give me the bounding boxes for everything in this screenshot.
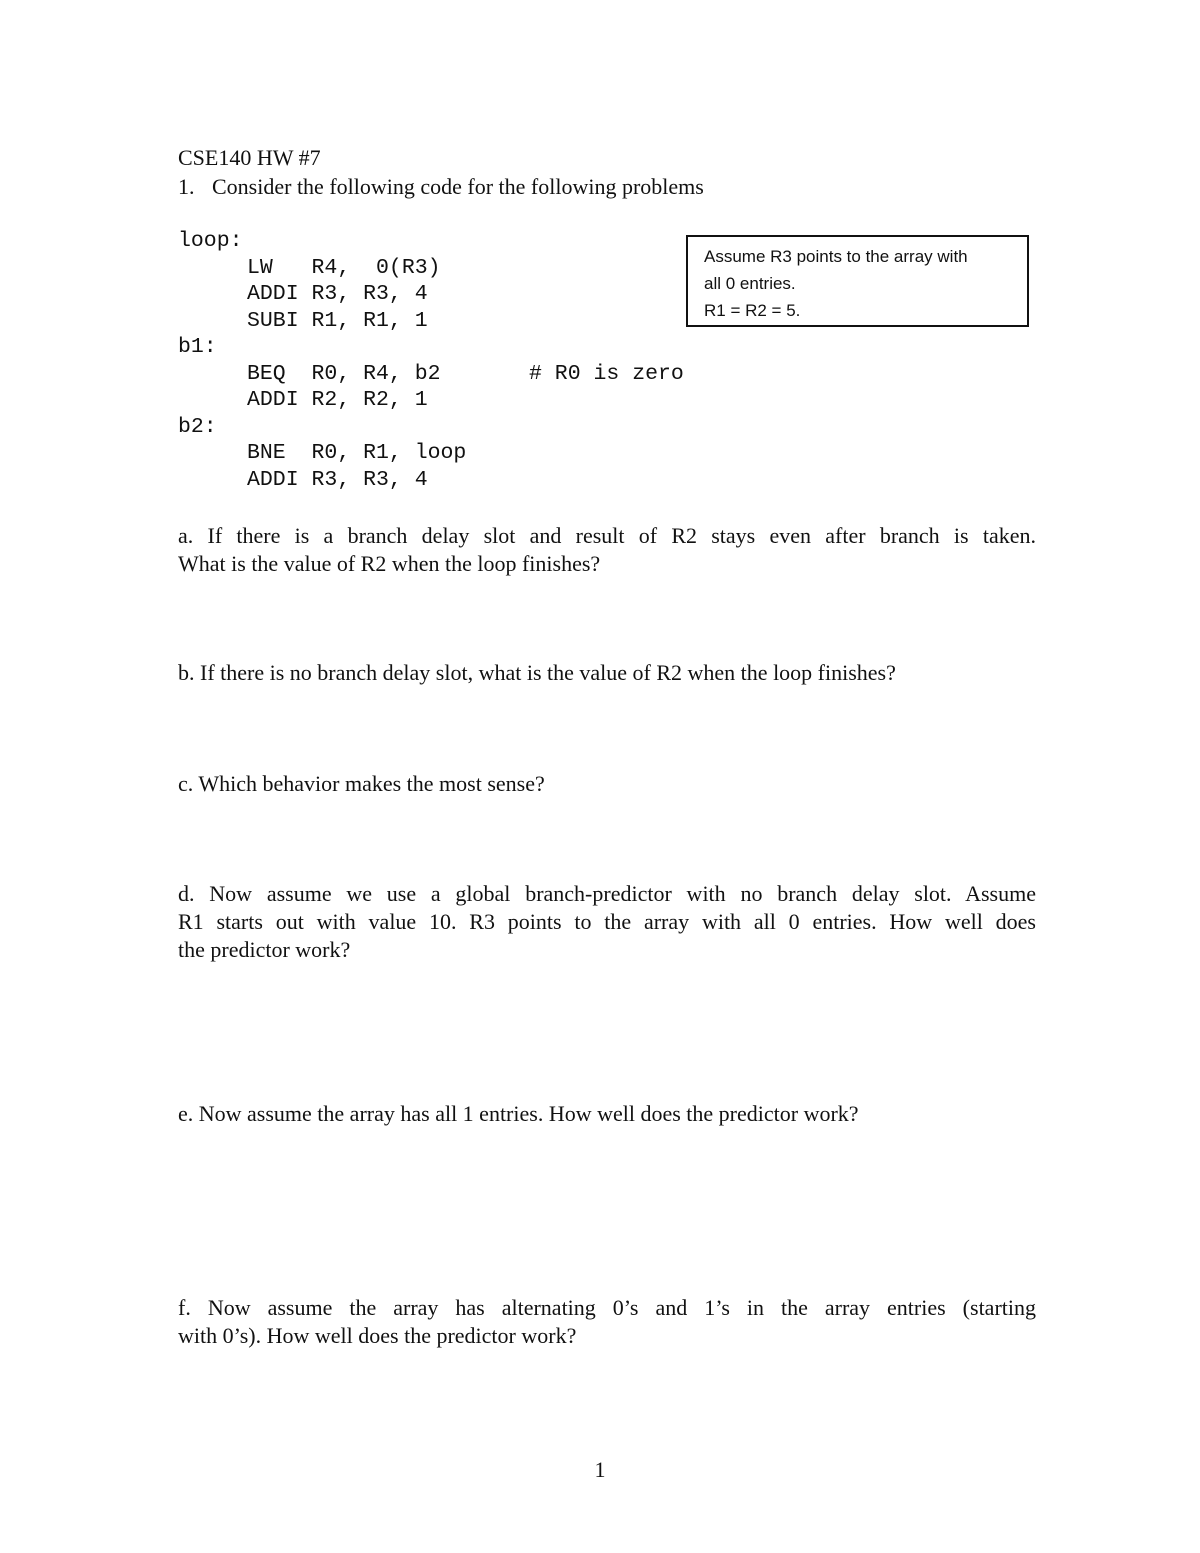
code-label: loop: xyxy=(178,229,243,253)
question-a-line: What is the value of R2 when the loop finishes? xyxy=(178,551,601,576)
code-label-line xyxy=(178,228,466,255)
code-instruction: SUBI R1, R1, 1 xyxy=(247,308,428,333)
question-d xyxy=(178,880,1036,964)
code-instruction-line xyxy=(178,387,466,414)
problem-heading xyxy=(178,172,704,202)
code-listing xyxy=(178,228,684,493)
code-label: b2: xyxy=(178,414,217,439)
question-a-line: a. If there is a branch delay slot and result of R2 stays even after branch is taken. xyxy=(178,523,1036,548)
code-instruction-line xyxy=(178,361,684,388)
code-comment: # R0 is zero xyxy=(529,361,684,386)
code-instruction-line xyxy=(178,308,466,335)
code-label-line xyxy=(178,414,466,441)
code-instruction-line xyxy=(178,440,466,467)
question-d-line: R1 starts out with value 10. R3 points to the array with all 0 entries. How well does xyxy=(178,909,1036,934)
code-instruction-line xyxy=(178,467,466,494)
code-label-line xyxy=(178,334,466,361)
question-c xyxy=(178,770,1036,798)
code-instruction-line xyxy=(178,255,466,282)
question-a xyxy=(178,522,1036,578)
code-instruction: BEQ R0, R4, b2 xyxy=(247,361,441,386)
assumption-box xyxy=(686,235,1029,327)
problem-number: 1. xyxy=(178,174,195,199)
question-d-line: d. Now assume we use a global branch-predictor with no branch delay slot. Assume xyxy=(178,881,1036,906)
code-label: b1: xyxy=(178,335,217,359)
code-instruction: ADDI R3, R3, 4 xyxy=(247,282,428,306)
assumption-line: Assume R3 points to the array with xyxy=(704,247,968,266)
code-instruction: LW R4, 0(R3) xyxy=(247,255,441,280)
code-instruction: ADDI R2, R2, 1 xyxy=(247,388,428,412)
code-instruction: ADDI R3, R3, 4 xyxy=(247,467,428,492)
code-instruction: BNE R0, R1, loop xyxy=(247,441,467,465)
assumption-line: R1 = R2 = 5. xyxy=(704,301,801,320)
page-number: 1 xyxy=(594,1457,606,1482)
question-c-line: c. Which behavior makes the most sense? xyxy=(178,771,545,796)
document-title: CSE140 HW #7 xyxy=(178,145,321,170)
question-b-line: b. If there is no branch delay slot, what is the value of R2 when the loop finishes? xyxy=(178,660,896,685)
question-e-line: e. Now assume the array has all 1 entries. How well does the predictor work? xyxy=(178,1101,859,1126)
question-f-line: with 0’s). How well does the predictor work? xyxy=(178,1323,577,1348)
problem-heading-text: Consider the following code for the following problems xyxy=(212,174,704,199)
question-f xyxy=(178,1294,1036,1350)
question-f-line: f. Now assume the array has alternating 0’s and 1’s in the array entries (starting xyxy=(178,1295,1036,1320)
question-e xyxy=(178,1100,1036,1128)
question-d-line: the predictor work? xyxy=(178,937,351,962)
code-instruction-line xyxy=(178,281,466,308)
assumption-line: all 0 entries. xyxy=(704,274,796,293)
question-b xyxy=(178,659,1036,687)
